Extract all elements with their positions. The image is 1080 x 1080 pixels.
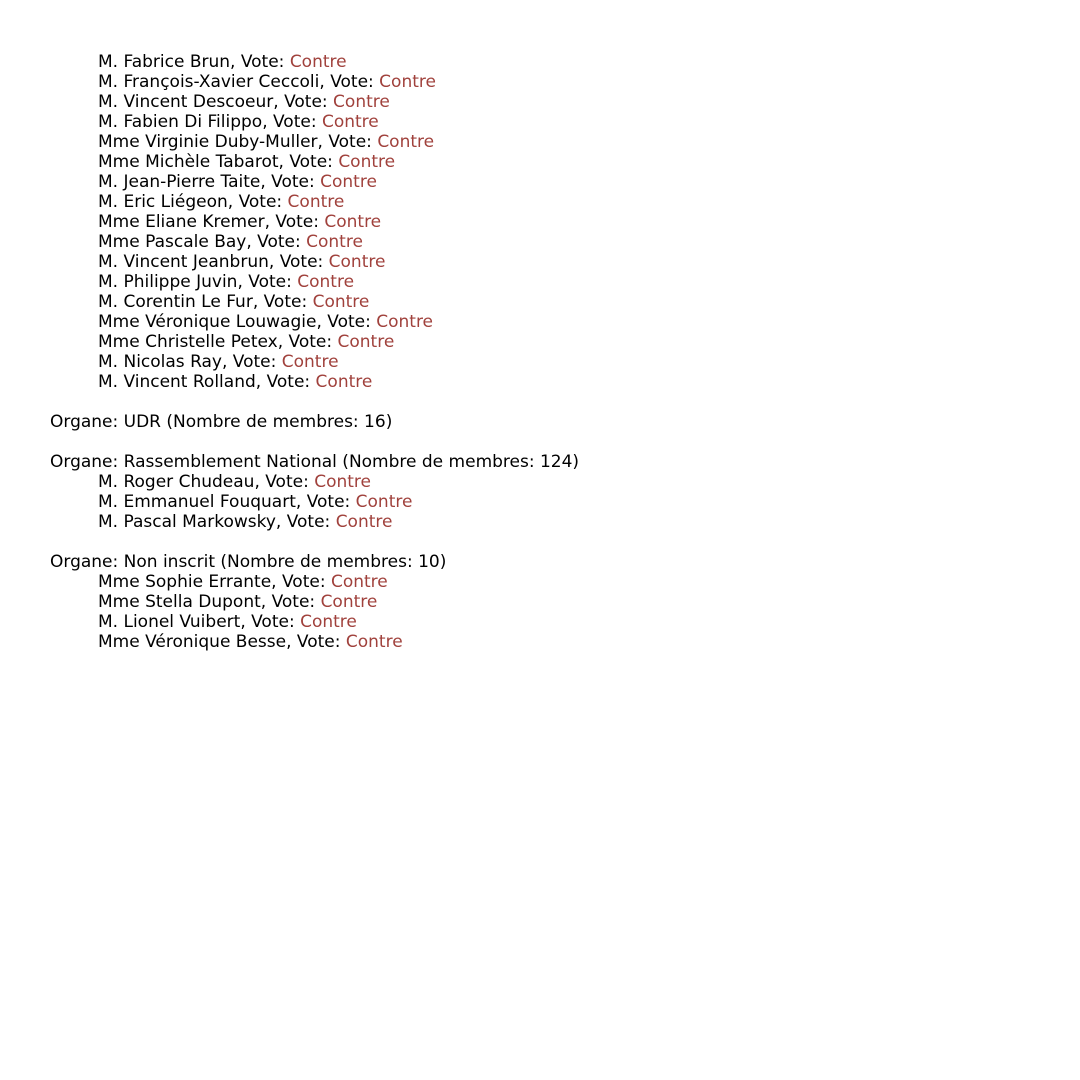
vote-value: Contre bbox=[281, 352, 339, 372]
voter-row: M. Vincent Rolland, Vote: Contre bbox=[98, 372, 373, 392]
voter-name: M. Emmanuel Fouquart bbox=[98, 492, 296, 512]
voter-row: Mme Véronique Louwagie, Vote: Contre bbox=[98, 312, 434, 332]
voter-row: M. Eric Liégeon, Vote: Contre bbox=[98, 192, 345, 212]
organe-heading: Organe: UDR (Nombre de membres: 16) bbox=[50, 412, 393, 432]
vote-value: Contre bbox=[320, 592, 378, 612]
voter-row: Mme Virginie Duby-Muller, Vote: Contre bbox=[98, 132, 435, 152]
voter-name: M. Jean-Pierre Taite bbox=[98, 172, 261, 192]
voter-name: Mme Christelle Petex bbox=[98, 332, 278, 352]
vote-value: Contre bbox=[314, 472, 372, 492]
organe-heading: Organe: Rassemblement National (Nombre de membres: 124) bbox=[50, 452, 580, 472]
voter-row: Mme Sophie Errante, Vote: Contre bbox=[98, 572, 388, 592]
vote-label: Vote: bbox=[232, 352, 277, 372]
vote-label: Vote: bbox=[238, 192, 283, 212]
organe-group bbox=[50, 452, 579, 532]
voter-row: Mme Eliane Kremer, Vote: Contre bbox=[98, 212, 382, 232]
voter-name: M. Nicolas Ray bbox=[98, 352, 222, 372]
vote-label: Vote: bbox=[306, 492, 351, 512]
voter-row: M. Nicolas Ray, Vote: Contre bbox=[98, 352, 339, 372]
organe-group bbox=[50, 52, 579, 392]
vote-label: Vote: bbox=[288, 332, 333, 352]
vote-value: Contre bbox=[328, 252, 386, 272]
vote-value: Contre bbox=[335, 512, 393, 532]
voter-row: M. Philippe Juvin, Vote: Contre bbox=[98, 272, 355, 292]
vote-value: Contre bbox=[330, 572, 388, 592]
vote-value: Contre bbox=[376, 312, 434, 332]
voter-name: M. Lionel Vuibert bbox=[98, 612, 241, 632]
voter-row: Mme Stella Dupont, Vote: Contre bbox=[98, 592, 378, 612]
voter-row: Mme Michèle Tabarot, Vote: Contre bbox=[98, 152, 396, 172]
organe-group bbox=[50, 552, 579, 652]
group-spacer bbox=[50, 432, 579, 452]
voter-row: M. Vincent Jeanbrun, Vote: Contre bbox=[98, 252, 386, 272]
vote-value: Contre bbox=[320, 172, 377, 192]
voter-row: M. Vincent Descoeur, Vote: Contre bbox=[98, 92, 390, 112]
organe-group bbox=[50, 412, 579, 432]
voter-row: Mme Christelle Petex, Vote: Contre bbox=[98, 332, 395, 352]
voter-name: M. Vincent Descoeur bbox=[98, 92, 274, 112]
voter-name: M. Eric Liégeon bbox=[98, 192, 228, 212]
vote-value: Contre bbox=[337, 332, 395, 352]
voter-row: M. Corentin Le Fur, Vote: Contre bbox=[98, 292, 370, 312]
voter-row: M. Fabrice Brun, Vote: Contre bbox=[98, 52, 347, 72]
vote-label: Vote: bbox=[289, 152, 333, 172]
vote-document bbox=[50, 52, 579, 652]
voter-name: M. François-Xavier Ceccoli bbox=[98, 72, 320, 92]
vote-value: Contre bbox=[377, 132, 435, 152]
vote-label: Vote: bbox=[257, 232, 301, 252]
voter-name: Mme Virginie Duby-Muller bbox=[98, 132, 318, 152]
voter-name: M. Pascal Markowsky bbox=[98, 512, 276, 532]
voter-row: M. Pascal Markowsky, Vote: Contre bbox=[98, 512, 393, 532]
vote-label: Vote: bbox=[279, 252, 324, 272]
vote-value: Contre bbox=[287, 192, 345, 212]
vote-value: Contre bbox=[289, 52, 347, 72]
vote-value: Contre bbox=[345, 632, 403, 652]
voter-row: M. Jean-Pierre Taite, Vote: Contre bbox=[98, 172, 377, 192]
group-spacer bbox=[50, 392, 579, 412]
vote-label: Vote: bbox=[251, 612, 295, 632]
voter-name: Mme Michèle Tabarot bbox=[98, 152, 279, 172]
vote-value: Contre bbox=[312, 292, 370, 312]
voter-name: Mme Sophie Errante bbox=[98, 572, 272, 592]
voter-row: Mme Véronique Besse, Vote: Contre bbox=[98, 632, 403, 652]
organe-heading: Organe: Non inscrit (Nombre de membres: 10) bbox=[50, 552, 447, 572]
voter-row: M. Emmanuel Fouquart, Vote: Contre bbox=[98, 492, 413, 512]
vote-label: Vote: bbox=[275, 212, 319, 232]
vote-label: Vote: bbox=[271, 172, 315, 192]
vote-label: Vote: bbox=[248, 272, 292, 292]
voter-row: M. Roger Chudeau, Vote: Contre bbox=[98, 472, 372, 492]
vote-value: Contre bbox=[333, 92, 390, 112]
vote-label: Vote: bbox=[265, 472, 309, 492]
voter-name: M. Corentin Le Fur bbox=[98, 292, 253, 312]
vote-value: Contre bbox=[300, 612, 357, 632]
vote-value: Contre bbox=[315, 372, 373, 392]
voter-name: Mme Véronique Louwagie bbox=[98, 312, 317, 332]
voter-name: M. Fabrice Brun bbox=[98, 52, 231, 72]
voter-name: Mme Pascale Bay bbox=[98, 232, 247, 252]
vote-value: Contre bbox=[306, 232, 363, 252]
voter-name: M. Fabien Di Filippo bbox=[98, 112, 263, 132]
voter-name: M. Vincent Rolland bbox=[98, 372, 256, 392]
vote-label: Vote: bbox=[286, 512, 331, 532]
vote-label: Vote: bbox=[281, 572, 326, 592]
vote-label: Vote: bbox=[240, 52, 285, 72]
voter-row: M. Lionel Vuibert, Vote: Contre bbox=[98, 612, 357, 632]
voter-name: Mme Eliane Kremer bbox=[98, 212, 265, 232]
vote-label: Vote: bbox=[330, 72, 374, 92]
vote-label: Vote: bbox=[266, 372, 311, 392]
vote-label: Vote: bbox=[263, 292, 308, 312]
voter-name: M. Roger Chudeau bbox=[98, 472, 255, 492]
vote-label: Vote: bbox=[296, 632, 341, 652]
vote-value: Contre bbox=[321, 112, 379, 132]
vote-label: Vote: bbox=[284, 92, 328, 112]
vote-label: Vote: bbox=[327, 312, 371, 332]
voter-row: Mme Pascale Bay, Vote: Contre bbox=[98, 232, 363, 252]
vote-value: Contre bbox=[324, 212, 382, 232]
vote-label: Vote: bbox=[273, 112, 317, 132]
voter-name: Mme Stella Dupont bbox=[98, 592, 261, 612]
voter-name: Mme Véronique Besse bbox=[98, 632, 287, 652]
vote-value: Contre bbox=[338, 152, 396, 172]
vote-value: Contre bbox=[379, 72, 436, 92]
voter-name: M. Philippe Juvin bbox=[98, 272, 238, 292]
group-spacer bbox=[50, 532, 579, 552]
voter-row: M. Fabien Di Filippo, Vote: Contre bbox=[98, 112, 379, 132]
voter-name: M. Vincent Jeanbrun bbox=[98, 252, 269, 272]
vote-label: Vote: bbox=[328, 132, 372, 152]
vote-label: Vote: bbox=[271, 592, 316, 612]
voter-row: M. François-Xavier Ceccoli, Vote: Contre bbox=[98, 72, 436, 92]
vote-value: Contre bbox=[355, 492, 413, 512]
vote-value: Contre bbox=[297, 272, 355, 292]
